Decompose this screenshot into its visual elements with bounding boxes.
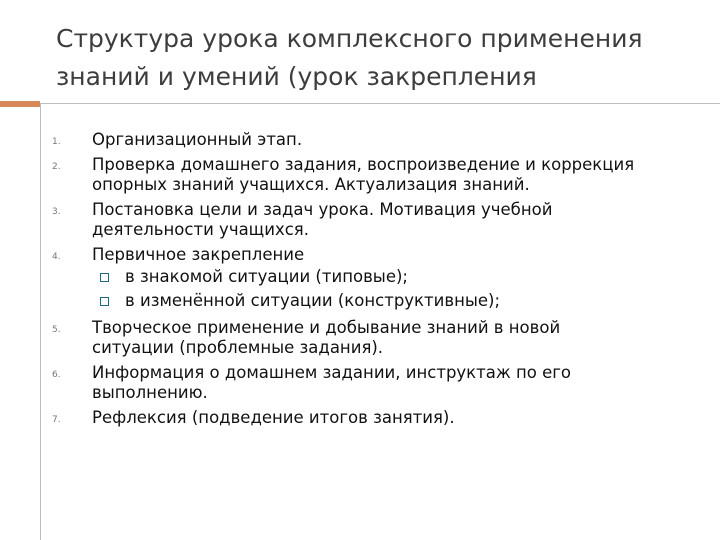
list-item	[52, 200, 702, 240]
item-number: 4.	[52, 252, 61, 262]
left-border-line	[40, 104, 41, 540]
list-item	[52, 408, 702, 428]
title-divider	[40, 103, 720, 104]
title-accent-bar	[0, 101, 40, 107]
item-text: Проверка домашнего задания, воспроизведение и коррекция опорных знаний учащихся. Актуализация знаний.	[92, 155, 635, 194]
item-text: Информация о домашнем задании, инструктаж по его выполнению.	[92, 363, 572, 402]
item-number: 2.	[52, 162, 61, 172]
list-item	[52, 130, 702, 150]
title-line-2: знаний и умений (урок закрепления	[56, 62, 537, 91]
item-number: 1.	[52, 137, 61, 147]
item-number: 6.	[52, 370, 61, 380]
item-number: 3.	[52, 207, 61, 217]
list-item	[52, 245, 702, 313]
item-number: 7.	[52, 415, 61, 425]
sub-list-item: в изменённой ситуации (конструктивные);	[100, 289, 702, 313]
title-line-1: Структура урока комплексного применения	[56, 24, 643, 53]
item-number: 5.	[52, 325, 61, 335]
checkbox-bullet-icon	[100, 273, 109, 282]
sub-list-item: в знакомой ситуации (типовые);	[100, 265, 702, 289]
item-text: Организационный этап.	[92, 130, 303, 149]
list-item	[52, 155, 702, 195]
item-text: Первичное закрепление в знакомой ситуации (типовые); в изменённой ситуации (конструктивные);	[92, 245, 702, 313]
item-text: Рефлексия (подведение итогов занятия).	[92, 408, 455, 427]
item-text: Постановка цели и задач урока. Мотивация учебной деятельности учащихся.	[92, 200, 553, 239]
numbered-list	[52, 130, 702, 428]
item-text: Творческое применение и добывание знаний в новой ситуации (проблемные задания).	[92, 318, 561, 357]
list-item	[52, 318, 702, 358]
list-item	[52, 363, 702, 403]
slide-title	[56, 20, 696, 96]
checkbox-bullet-icon	[100, 297, 109, 306]
